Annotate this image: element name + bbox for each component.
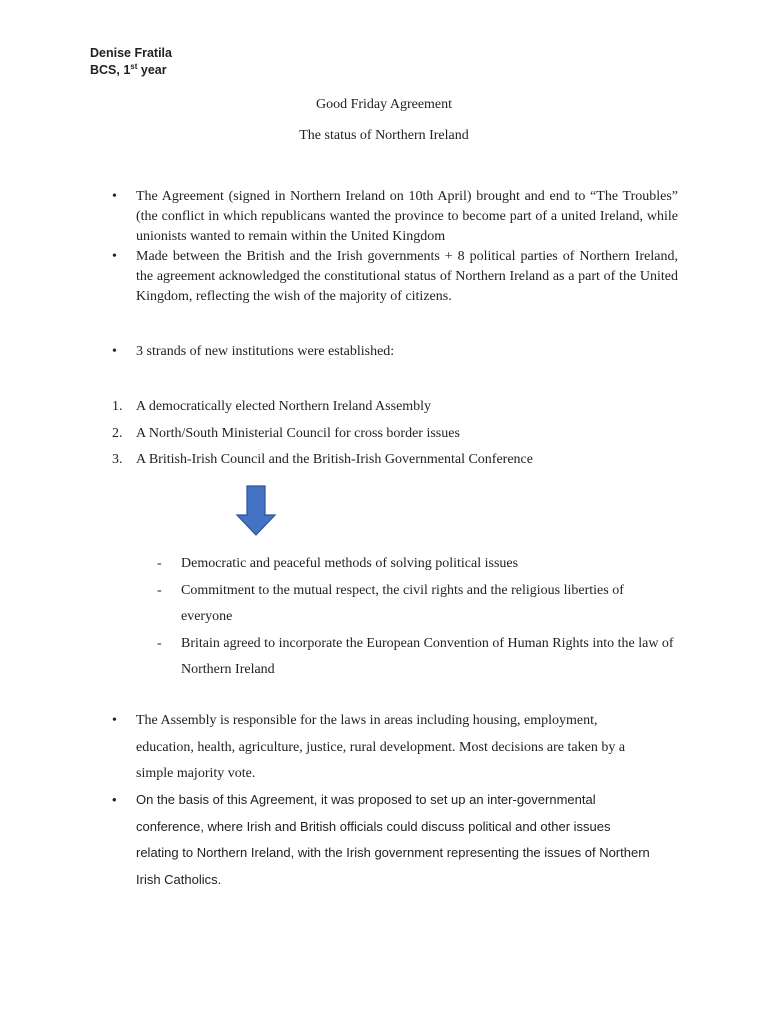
bullet-text: 3 strands of new institutions were established: [136, 344, 395, 359]
list-item [157, 578, 677, 631]
number-marker: 1. [112, 399, 123, 414]
course-suffix: year [137, 63, 167, 77]
bullet-marker: • [112, 189, 117, 204]
conference-bullet [112, 787, 652, 893]
list-item [112, 421, 678, 448]
bullet-text: Made between the British and the Irish governments + 8 political parties of Northern Ireland, the agreement acknowledged the constitutional status of Northern Ireland as a part of the United Kingdom, reflecting the wish of the majority of citizens. [136, 249, 678, 304]
outcomes-list [157, 551, 677, 684]
number-marker: 2. [112, 425, 123, 441]
bullet-marker: • [112, 792, 117, 807]
list-item [112, 247, 678, 307]
strands-numbered-list [112, 394, 678, 474]
course-prefix: BCS, 1 [90, 63, 131, 77]
list-item [112, 787, 652, 893]
dash-marker: - [157, 582, 162, 598]
outcome-text: Britain agreed to incorporate the European Convention of Human Rights into the law of Northern Ireland [181, 635, 674, 677]
assembly-bullet [112, 708, 652, 788]
strand-text: A British-Irish Council and the British-Irish Governmental Conference [136, 452, 533, 467]
outcome-text: Democratic and peaceful methods of solving political issues [181, 556, 519, 571]
bullet-marker: • [112, 713, 117, 728]
list-item [157, 631, 677, 684]
course-ordinal: st [130, 61, 138, 71]
author-course [90, 62, 172, 79]
bullet-text: On the basis of this Agreement, it was proposed to set up an inter-governmental conference, where Irish and British officials could discuss political and other issues relating to Northern Ireland, with the Irish government representing the issues of Northern Irish Catholics. [136, 792, 650, 887]
bullet-marker: • [112, 249, 117, 264]
author-block [90, 45, 172, 79]
list-item [112, 342, 678, 362]
dash-marker: - [157, 556, 162, 571]
top-bullet-list [112, 187, 678, 307]
bullet-marker: • [112, 344, 117, 359]
bullet-text: The Agreement (signed in Northern Ireland on 10th April) brought and end to “The Troubles” (the conflict in which republicans wanted the province to become part of a united Ireland, while unionists wanted to remain within the United Kingdom [136, 189, 678, 244]
strands-intro [112, 342, 678, 362]
bullet-text: The Assembly is responsible for the laws in areas including housing, employment, education, health, agriculture, justice, rural development. Most decisions are taken by a simple majority vote. [136, 713, 626, 781]
list-item [112, 447, 678, 474]
document-title: Good Friday Agreement [315, 97, 453, 112]
list-item [112, 708, 652, 788]
down-arrow-icon [236, 485, 276, 537]
number-marker: 3. [112, 452, 123, 467]
list-item [112, 187, 678, 247]
document-subtitle: The status of Northern Ireland [299, 128, 469, 143]
strand-text: A North/South Ministerial Council for cross border issues [136, 425, 460, 441]
list-item [112, 394, 678, 421]
dash-marker: - [157, 635, 162, 651]
list-item [157, 551, 677, 578]
strand-text: A democratically elected Northern Ireland Assembly [136, 399, 432, 414]
outcome-text: Commitment to the mutual respect, the civil rights and the religious liberties of everyone [181, 582, 624, 624]
author-name: Denise Fratila [90, 46, 172, 60]
